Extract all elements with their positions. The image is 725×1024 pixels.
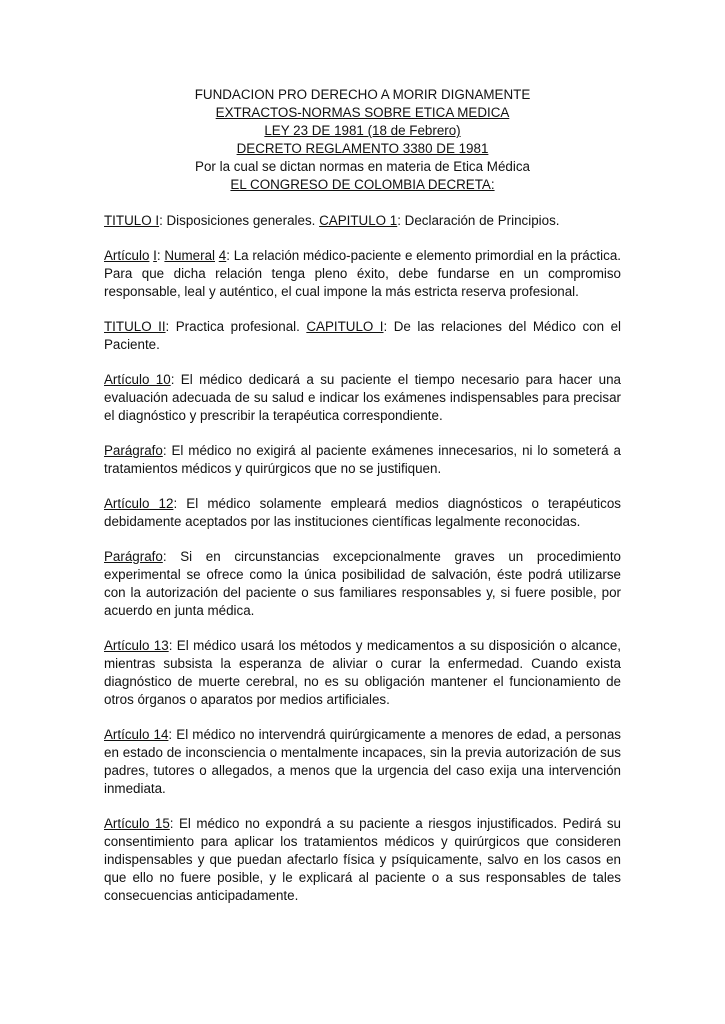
paragraph-articulo-12: Artículo 12: El médico solamente empleará medios diagnósticos o terapéuticos debidamente aceptados por las instituciones científicas legalmente reconocidas. — [104, 496, 621, 529]
header-foundation: FUNDACION PRO DERECHO A MORIR DIGNAMENTE — [194, 87, 531, 102]
articulo-label: Artículo 13 — [104, 638, 169, 653]
paragraph-articulo-13: Artículo 13: El médico usará los métodos y medicamentos a su disposición o alcance, mientras subsista la esperanza de aliviar o curar la enfermedad. Cuando exista diagnóstico de muerte cerebral, no es su obligación mantener el funcionamiento de otros órganos o aparatos por medios artificiales. — [104, 638, 622, 707]
articulo-label: Artículo 12 — [104, 496, 174, 511]
articulo-label: Artículo 10 — [104, 372, 171, 387]
header-decree: DECRETO REGLAMENTO 3380 DE 1981 — [236, 141, 489, 156]
header-subtitle: EXTRACTOS-NORMAS SOBRE ETICA MEDICA — [215, 105, 510, 120]
header-law: LEY 23 DE 1981 (18 de Febrero) — [264, 123, 461, 138]
articulo-label: Artículo — [104, 248, 150, 263]
capitulo-label: CAPITULO 1 — [319, 213, 398, 228]
document-header — [104, 86, 621, 194]
paragraph-articulo-i: Artículo I: Numeral 4: La relación médico-paciente e elemento primordial en la práctica. Para que dicha relación tenga pleno éxito, debe fundarse en un compromiso responsable, leal y auténtico, el cual impone la más estricta reserva profesional. — [104, 248, 621, 299]
paragraph-articulo-15: Artículo 15: El médico no expondrá a su paciente a riesgos injustificados. Pedirá su consentimiento para aplicar los tratamientos médicos y quirúrgicos que consideren indispensables y que puedan afectarlo física y psíquicamente, salvo en los casos en que ello no fuere posible, y le explicará al paciente o a sus responsables de tales consecuencias anticipadamente. — [104, 816, 621, 903]
paragraph-paragrafo-1: Parágrafo: El médico no exigirá al paciente exámenes innecesarios, ni lo someterá a tratamientos médicos y quirúrgicos que no se justifiquen. — [104, 443, 621, 476]
paragraph-titulo-2: TITULO II: Practica profesional. CAPITULO I: De las relaciones del Médico con el Paciente. — [104, 319, 621, 352]
titulo-label: TITULO II — [104, 319, 166, 334]
paragrafo-label: Parágrafo — [104, 549, 163, 564]
articulo-number: I — [153, 248, 157, 263]
numeral-number: 4 — [218, 248, 227, 263]
titulo-label: TITULO I — [104, 213, 160, 228]
numeral-label: Numeral — [164, 248, 215, 263]
articulo-label: Artículo 15 — [104, 816, 170, 831]
paragraph-articulo-14: Artículo 14: El médico no intervendrá quirúrgicamente a menores de edad, a personas en estado de inconsciencia o mentalmente incapaces, sin la previa autorización de sus padres, tutores o allegados, a menos que la urgencia del caso exija una intervención inmediata. — [104, 727, 621, 796]
paragraph-articulo-10: Artículo 10: El médico dedicará a su paciente el tiempo necesario para hacer una evaluación adecuada de su salud e indicar los exámenes indispensables para precisar el diagnóstico y prescribir la terapéutica correspondiente. — [104, 372, 621, 423]
paragraph-paragrafo-2: Parágrafo: Si en circunstancias excepcionalmente graves un procedimiento experimental se ofrece como la única posibilidad de salvación, éste podrá utilizarse con la autorización del paciente o sus familiares responsables y, si fuere posible, por acuerdo en junta médica. — [104, 549, 621, 618]
paragraph-titulo-1: TITULO I: Disposiciones generales. CAPITULO 1: Declaración de Principios. — [104, 213, 560, 228]
header-description: Por la cual se dictan normas en materia de Etica Médica — [195, 159, 530, 174]
articulo-label: Artículo 14 — [104, 727, 169, 742]
capitulo-label: CAPITULO I — [306, 319, 384, 334]
paragrafo-label: Parágrafo — [104, 443, 163, 458]
header-congress: EL CONGRESO DE COLOMBIA DECRETA: — [230, 177, 495, 192]
